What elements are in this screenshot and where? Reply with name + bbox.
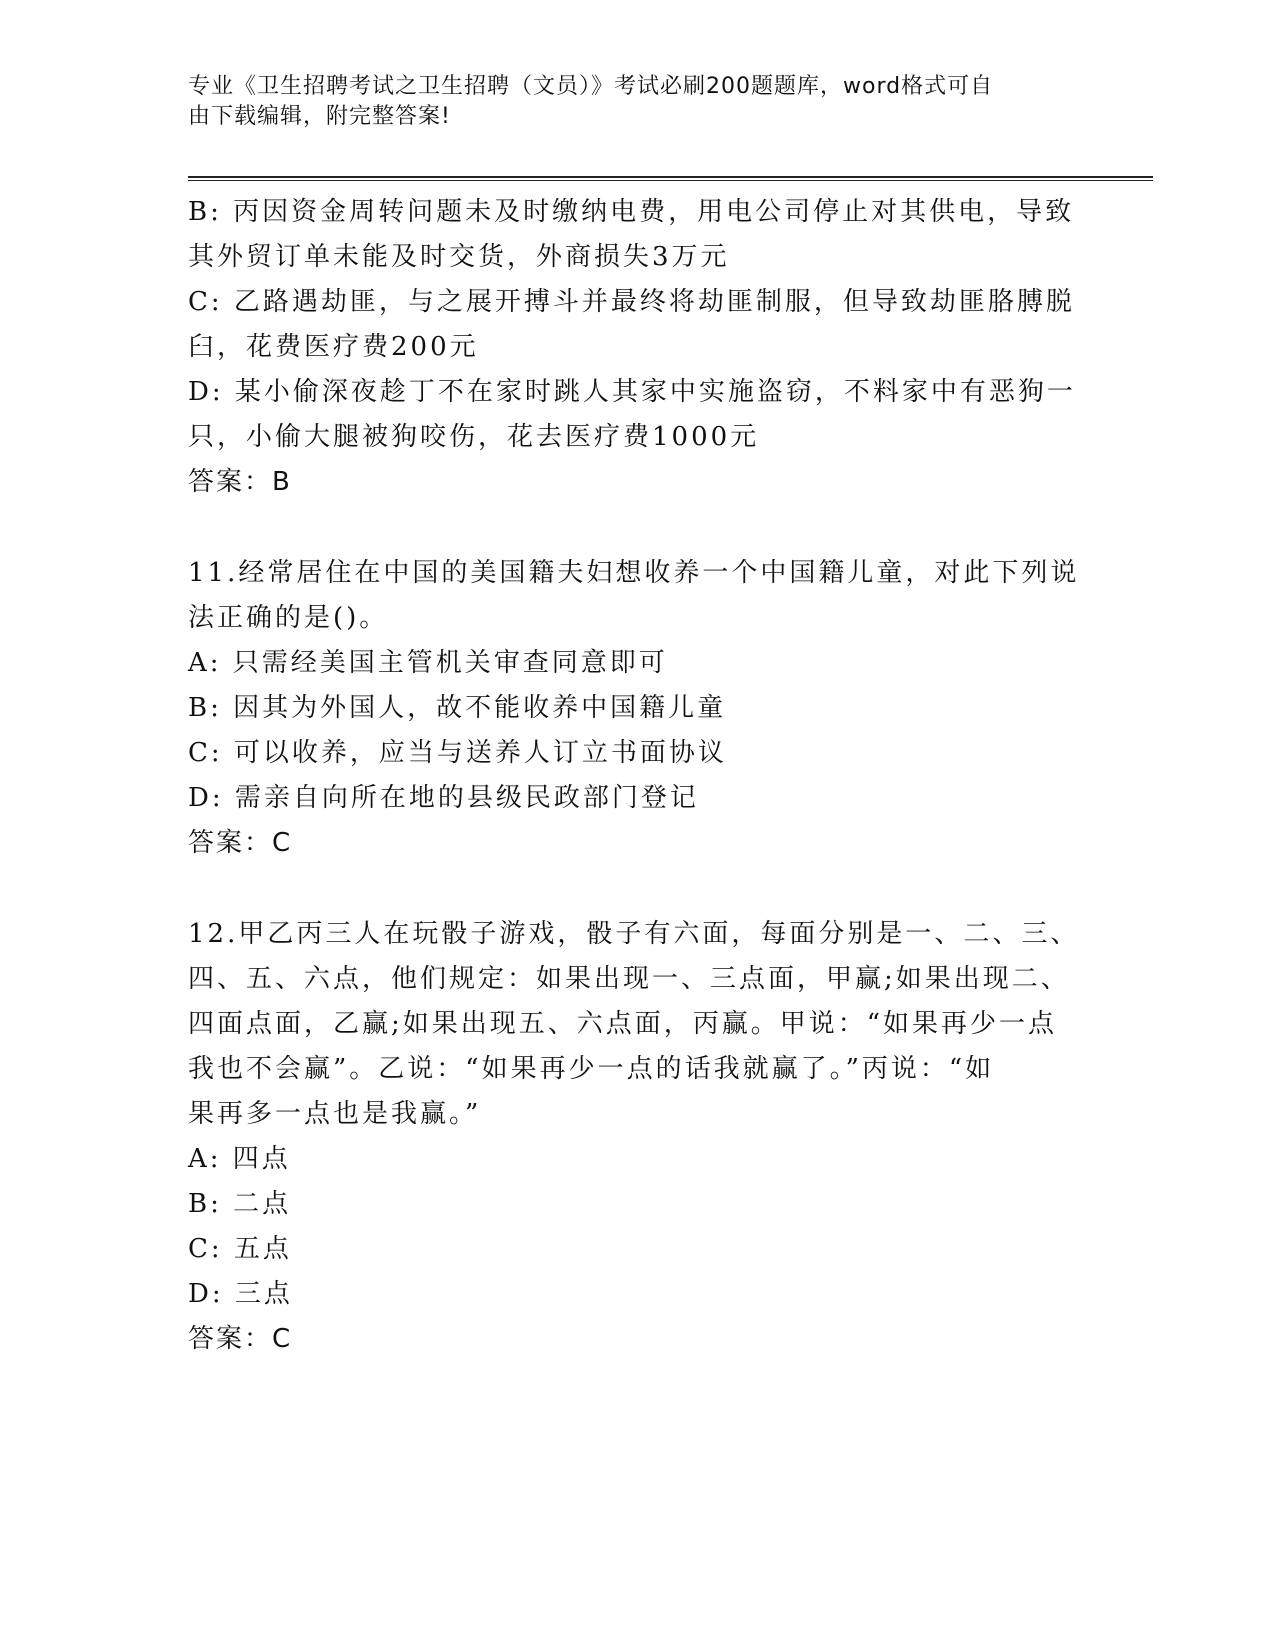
option-c: C: 可以收养，应当与送养人订立书面协议 [188,738,727,768]
option-c-line-2: 臼，花费医疗费200元 [188,332,479,362]
question-stem-line-3: 四面点面，乙赢;如果出现五、六点面，丙赢。甲说：“如果再少一点 [188,1009,1058,1039]
answer-line: 答案：C [188,828,293,858]
option-d: D: 需亲自向所在地的县级民政部门登记 [188,783,699,813]
answer-line: 答案：C [188,1324,293,1354]
option-b: B: 二点 [188,1189,292,1219]
option-a: A: 四点 [188,1144,291,1174]
header-divider [188,176,1153,181]
header-title-line-2: 由下载编辑，附完整答案! [188,104,451,129]
option-d: D: 三点 [188,1279,293,1309]
option-c: C: 五点 [188,1234,292,1264]
question-stem-line-1: 12.甲乙丙三人在玩骰子游戏，骰子有六面，每面分别是一、二、三、 [188,919,1080,949]
document-body [188,190,1080,1362]
option-d-line-1: D: 某小偷深夜趁丁不在家时跳人其家中实施盗窃，不料家中有恶狗一 [188,377,1076,407]
option-b-line-2: 其外贸订单未能及时交货，外商损失3万元 [188,242,730,272]
question-stem-line-2: 四、五、六点，他们规定：如果出现一、三点面，甲赢;如果出现二、 [188,964,1070,994]
question-stem-line-4: 我也不会赢”。乙说：“如果再少一点的话我就赢了。”丙说：“如 [188,1054,995,1084]
option-c-line-1: C: 乙路遇劫匪，与之展开搏斗并最终将劫匪制服，但导致劫匪胳膊脱 [188,287,1075,317]
question-stem-line-2: 法正确的是()。 [188,603,389,633]
spacer [188,505,1068,551]
question-stem-line-5: 果再多一点也是我赢。” [188,1099,482,1129]
question-stem-line-1: 11.经常居住在中国的美国籍夫妇想收养一个中国籍儿童，对此下列说 [188,558,1080,588]
option-a: A: 只需经美国主管机关审查同意即可 [188,648,668,678]
option-d-line-2: 只，小偷大腿被狗咬伤，花去医疗费1000元 [188,422,760,452]
spacer [188,866,1068,912]
option-b-line-1: B: 丙因资金周转问题未及时缴纳电费，用电公司停止对其供电，导致 [188,197,1075,227]
document-header [188,72,1068,132]
option-b: B: 因其为外国人，故不能收养中国籍儿童 [188,693,727,723]
header-title-line-1: 专业《卫生招聘考试之卫生招聘（文员）》考试必刷200题题库，word格式可自 [188,74,994,99]
question-12 [188,912,1080,1362]
question-10 [188,190,1076,505]
question-11 [188,551,1080,866]
answer-line: 答案：B [188,467,292,497]
